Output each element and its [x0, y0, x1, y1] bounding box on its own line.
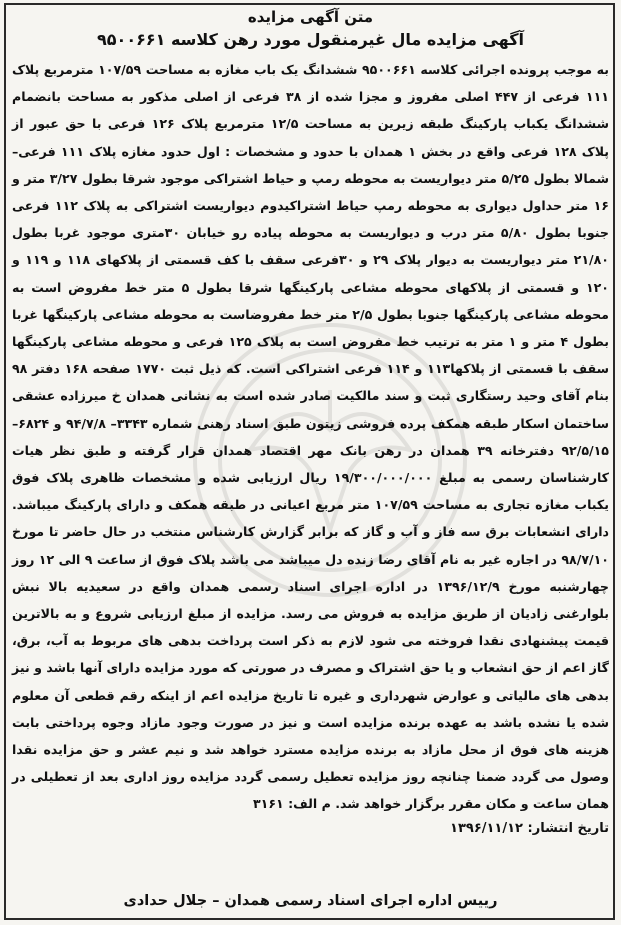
notice-subtitle: آگهی مزایده مال غیرمنقول مورد رهن کلاسه ۹۵۰۰۶۶۱ [97, 30, 524, 49]
notice-body: به موجب پرونده اجرائی کلاسه ۹۵۰۰۶۶۱ ششدانگ یک باب مغازه به مساحت ۱۰۷/۵۹ مترمربع پلاک ۱۱۱ فرعی از ۴۴۷ اصلی مفروز و مجزا شده از ۳۸ فرعی از اصلی مذکور به مساحت بانضمام ششدانگ یکباب پارکینگ طبقه زیرین به مساحت ۱۲/۵ مترمربع پلاک ۱۲۶ فرعی با حق عبور از پلاک ۱۲۸ فرعی واقع در بخش ۱ همدان با حدود و مشخصات : اول حدود مغازه پلاک ۱۱۱ فرعی– شمالا بطول ۵/۲۵ متر دیواریست به محوطه رمپ و حیاط اشتراکی موجود شرقا بطول ۳/۲۷ متر و ۱۶ متر حداول دیواری به محوطه رمپ حیاط اشتراکیدوم دیواریست اشتراکی به پلاک ۱۱۲ فرعی جنوبا بطول ۵/۸۰ متر درب و دیواریست به محوطه پیاده رو خیابان ۳۰متری موجود غربا بطول ۲۱/۸۰ متر دیواریست به دیوار پلاک ۲۹ و ۳۰فرعی سقف با کف قسمتی از پلاکهای ۱۱۸ و ۱۱۹ و ۱۲۰ و قسمتی از پلاکهای محوطه مشاعی پارکینگها شرقا بطول ۵ متر خط مفروض است به محوطه مشاعی پارکینگها جنوبا بطول ۲/۵ متر خط مفروضاست به محوطه مشاعی پارکینگها غربا بطول ۴ متر و ۱ متر به ترتیب خط مفروض است به پلاک ۱۲۵ فرعی و محوطه مشاعی پارکینگها سقف با قسمتی از پلاکها۱۱۳ و ۱۱۴ فرعی اشتراکی است. که ذیل ثبت ۱۷۷۰ صفحه ۱۶۸ دفتر ۹۸ بنام آقای وحید رستگاری ثبت و سند مالکیت صادر شده است به نشانی همدان خ میرزاده عشقی ساختمان اسکار طبقه همکف پرده فروشی زیتون طبق اسناد رهنی شماره ۳۳۴۳– ۹۴/۷/۸ و ۶۸۲۴– ۹۲/۵/۱۵ دفترخانه ۳۹ همدان در رهن بانک مهر اقتصاد همدان قرار گرفته و طبق نظر هیات کارشناسان رسمی به مبلغ ۱۹/۳۰۰/۰۰۰/۰۰۰ ریال ارزیابی شده و مشخصات ظاهری پلاک فوق یکباب مغازه تجاری به مساحت ۱۰۷/۵۹ متر مربع اعیانی در طبقه همکف و دارای پارکینگ میباشد. دارای انشعابات برق سه فاز و آب و گاز که برابر گزارش کارشناس منتخب در حال حاضر تا مورخ ۹۸/۷/۱۰ در اجاره غیر به نام آقای رضا زنده دل میباشد می باشد پلاک فوق از ساعت ۹ الی ۱۲ روز چهارشنبه مورخ ۱۳۹۶/۱۲/۹ در اداره اجرای اسناد رسمی همدان واقع در سعیدیه بالا نبش بلوارغنی زادیان از طریق مزایده به فروش می رسد. مزایده از مبلغ ارزیابی شروع و به بالاترین قیمت پیشنهادی نقدا فروخته می شود لازم به ذکر است پرداخت بدهی های مربوط به آب، برق، گاز اعم از حق انشعاب و یا حق اشتراک و مصرف در صورتی که مورد مزایده دارای آنها باشد و نیز بدهی های مالیاتی و عوارض شهرداری و غیره تا تاریخ مزایده اعم از اینکه رقم قطعی آن معلوم شده یا نشده باشد به عهده برنده مزایده است و نیز در صورت وجود مازاد وجوه پرداختی بابت هزینه های فوق از محل مازاد به برنده مزایده مسترد خواهد شد و نیم عشر و حق مزایده نقدا وصول می گردد ضمنا چنانچه روز مزایده تعطیل رسمی گردد مزایده روز اداری بعد از تعطیلی در همان ساعت و مکان مقرر برگزار خواهد شد. م الف: ۳۱۶۱ [12, 62, 610, 812]
notice-title: متن آگهی مزایده [247, 8, 374, 26]
signature-line: رییس اداره اجرای اسناد رسمی همدان – جلال حدادی [123, 893, 498, 909]
auction-notice [10, 4, 611, 919]
publish-date: تاریخ انتشار: ۱۳۹۶/۱۱/۱۲ [450, 820, 609, 836]
